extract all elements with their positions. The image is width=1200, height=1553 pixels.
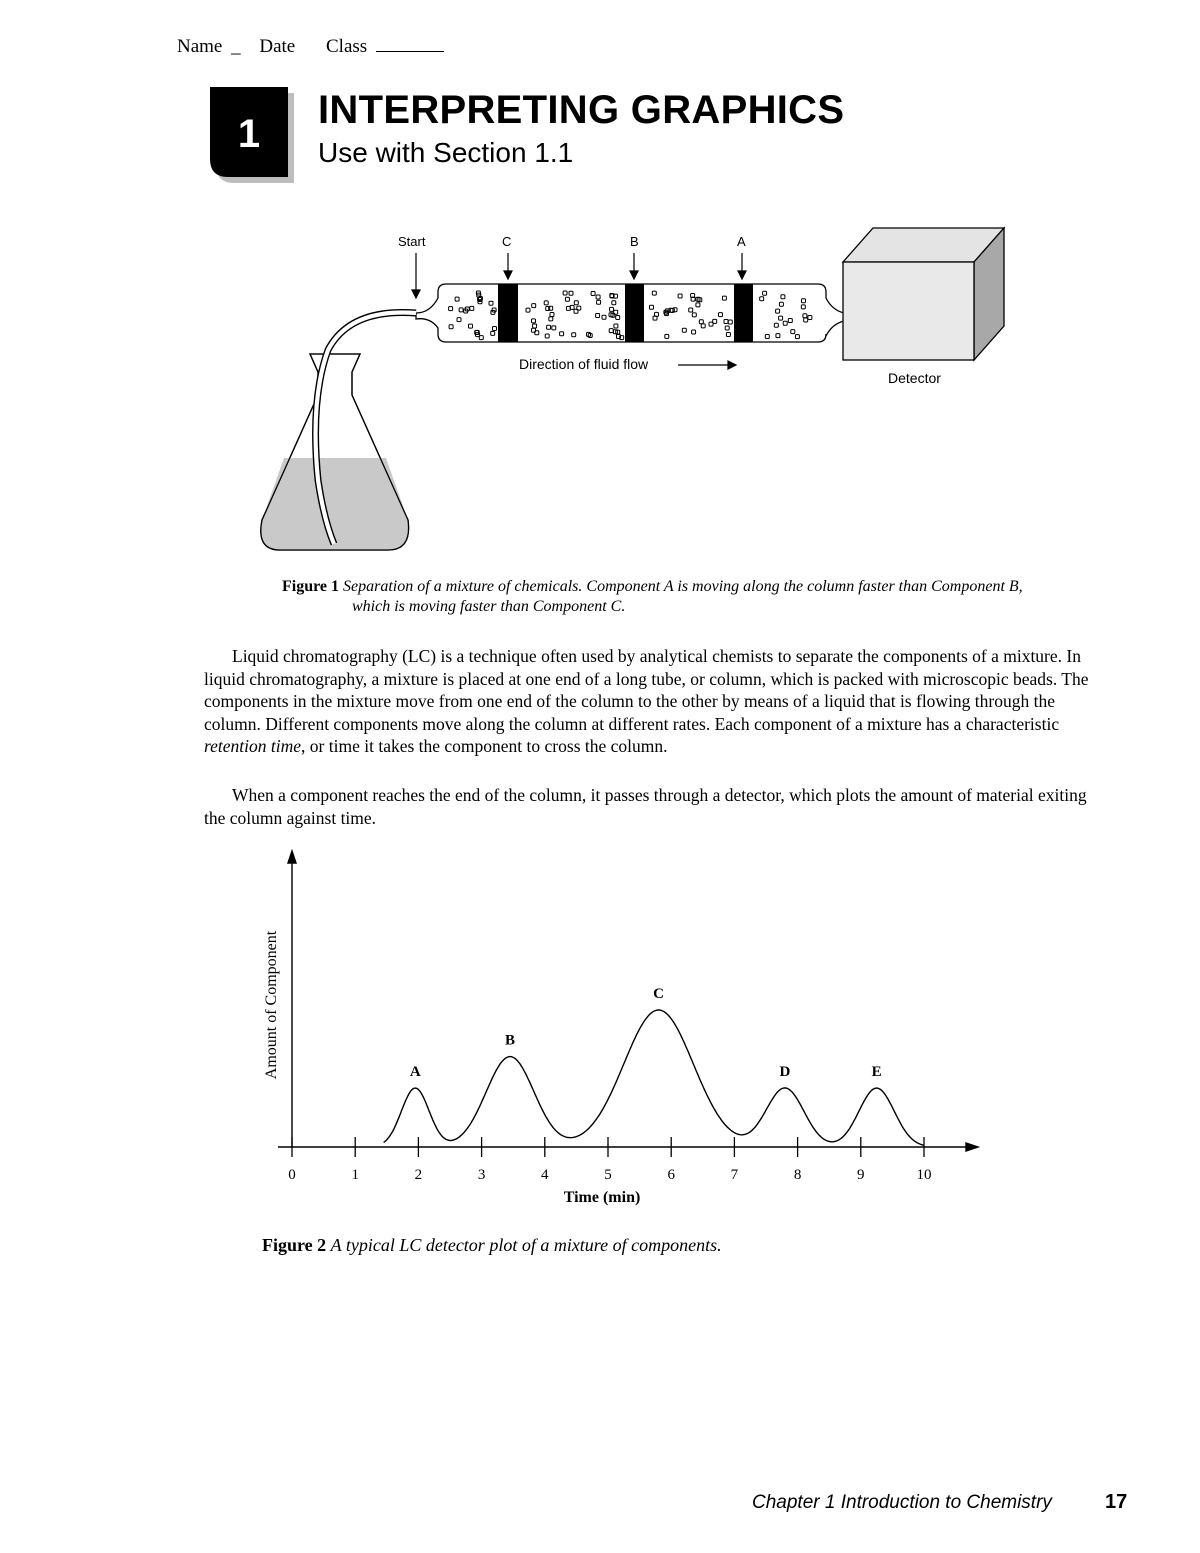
x-axis-label: Time (min) xyxy=(563,1189,641,1206)
chapter-number: 1 xyxy=(237,112,261,156)
start-label: Start xyxy=(398,234,426,249)
x-tick-label: 0 xyxy=(288,1167,296,1183)
student-info-header xyxy=(177,36,448,58)
paragraph2-text: When a component reaches the end of the column, it passes through a detector, which plots the amount of material exiting the column against time. xyxy=(204,785,1087,828)
paragraph1-text: Liquid chromatography (LC) is a technique often used by analytical chemists to separate the components of a mixture. In liquid chromatography, a mixture is placed at one end of a long tube, or column, which is packed with microscopic beads. The components in the mixture move from one end of the column to the other by means of a liquid that is flowing through the column. Different components move along the column at different rates. Each component of a mixture has a characteristic xyxy=(204,646,1089,734)
figure1-caption-label: Figure 1 xyxy=(282,578,340,595)
paragraph-liquid-chromatography xyxy=(204,645,1104,758)
erlenmeyer-flask xyxy=(261,354,409,550)
x-tick-label: 8 xyxy=(793,1167,802,1183)
paragraph-detector xyxy=(204,784,1104,829)
paragraph1-text-end: , or time it takes the component to cross the column. xyxy=(301,736,668,757)
peak-label-c: C xyxy=(653,986,664,1002)
figure2-caption xyxy=(262,1235,722,1256)
band-c xyxy=(498,284,518,342)
page-number: 17 xyxy=(1105,1491,1128,1513)
band-c-label: C xyxy=(502,234,512,249)
class-blank xyxy=(376,37,444,52)
figure2-caption-text: A typical LC detector plot of a mixture of components. xyxy=(330,1235,722,1255)
figure1-caption xyxy=(282,577,1112,617)
x-tick-label: 2 xyxy=(414,1167,423,1183)
peak-label-e: E xyxy=(871,1064,882,1081)
flow-direction-label: Direction of fluid flow xyxy=(519,356,649,372)
y-axis-arrow xyxy=(288,851,296,863)
peak-label-d: D xyxy=(779,1064,791,1081)
peak-label-a: A xyxy=(409,1064,421,1081)
detector-box xyxy=(843,228,1004,360)
x-tick-label: 3 xyxy=(477,1167,486,1183)
name-label: Name xyxy=(177,36,223,57)
date-label: Date xyxy=(259,36,296,57)
detector-label: Detector xyxy=(888,370,941,386)
class-label: Class xyxy=(326,36,368,57)
page-title: INTERPRETING GRAPHICS xyxy=(318,88,845,132)
band-b xyxy=(625,284,644,342)
detector-signal-line xyxy=(384,1010,924,1145)
footer-chapter-title: Chapter 1 Introduction to Chemistry xyxy=(752,1492,1052,1513)
band-a-label: A xyxy=(737,234,746,249)
retention-time-term: retention time xyxy=(204,736,302,757)
figure1-apparatus-diagram xyxy=(240,220,1020,560)
x-tick-label: 9 xyxy=(857,1167,865,1183)
x-tick-label: 6 xyxy=(667,1167,675,1183)
x-tick-label: 10 xyxy=(916,1167,932,1183)
figure2-detector-plot xyxy=(250,845,990,1215)
y-axis-label: Amount of Component xyxy=(263,930,280,1080)
peak-label-b: B xyxy=(505,1032,516,1049)
name-blank: _ xyxy=(231,36,241,57)
figure2-caption-label: Figure 2 xyxy=(262,1235,327,1255)
x-tick-label: 4 xyxy=(541,1167,549,1183)
band-a xyxy=(734,284,753,342)
x-tick-label: 7 xyxy=(730,1167,739,1183)
chapter-number-badge xyxy=(208,87,294,183)
band-b-label: B xyxy=(630,234,639,249)
figure1-caption-line1: Separation of a mixture of chemicals. Component A is moving along the column faster than Component B, xyxy=(343,578,1023,595)
x-tick-label: 1 xyxy=(351,1167,359,1183)
x-axis-arrow xyxy=(966,1143,978,1151)
page-subtitle: Use with Section 1.1 xyxy=(318,137,574,168)
x-tick-label: 5 xyxy=(604,1167,612,1183)
figure1-caption-line2: which is moving faster than Component C. xyxy=(352,598,626,615)
